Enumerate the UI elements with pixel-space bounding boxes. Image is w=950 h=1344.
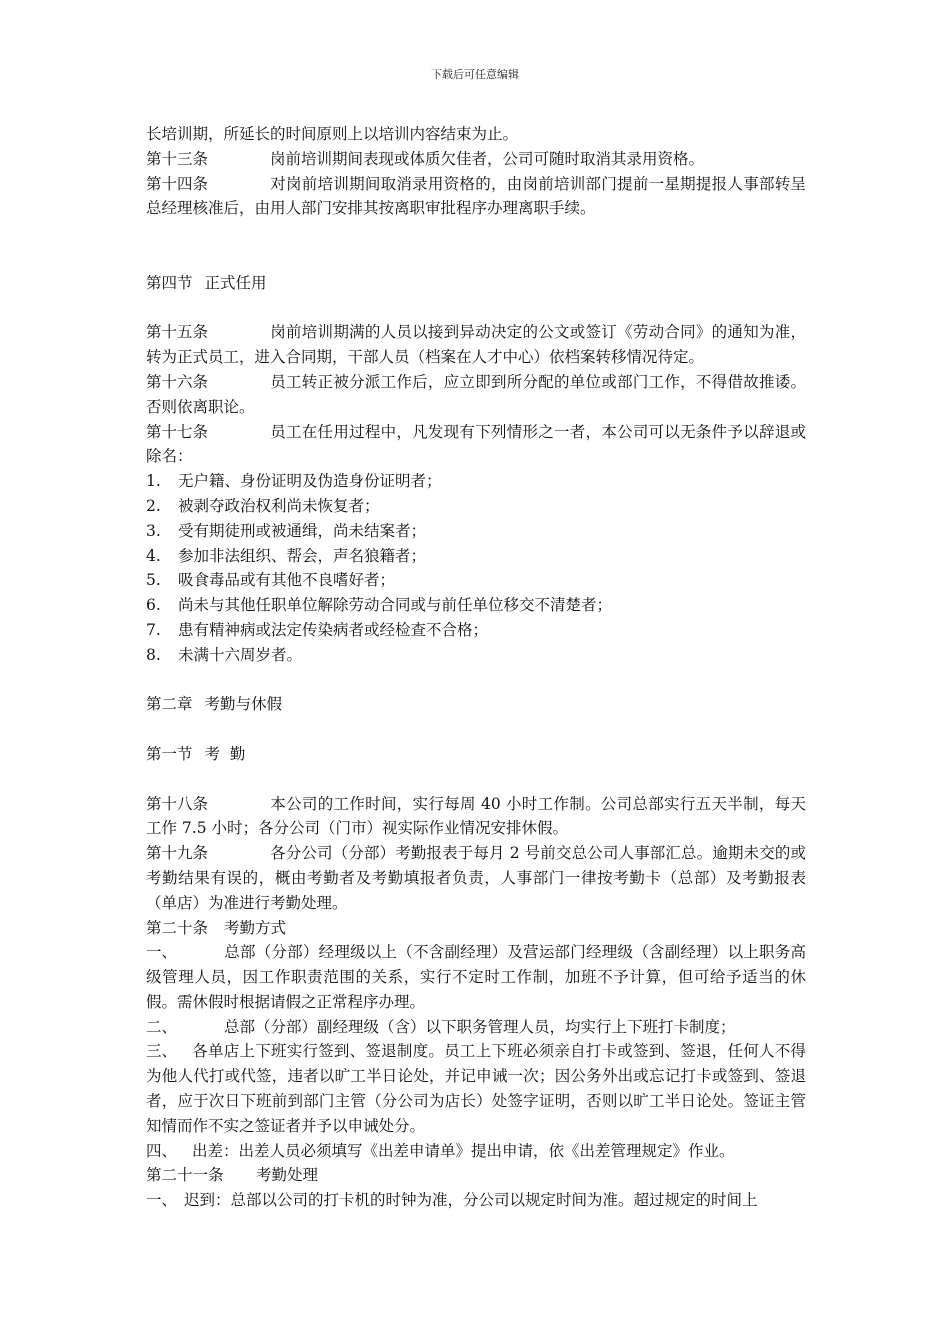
clause-text: 迟到：总部以公司的打卡机的时钟为准，分公司以规定时间为准。超过规定的时间上 bbox=[184, 1191, 758, 1210]
list-text: 无户籍、身份证明及伪造身份证明者； bbox=[178, 472, 442, 491]
article-19 bbox=[146, 841, 806, 915]
list-item bbox=[146, 593, 806, 618]
article-13 bbox=[146, 147, 806, 172]
list-text: 未满十六周岁者。 bbox=[178, 645, 303, 664]
clause-number: 二、 bbox=[146, 1017, 178, 1036]
list-number: 6. bbox=[146, 596, 161, 615]
list-item bbox=[146, 568, 806, 593]
article-number: 第二十一条 bbox=[146, 1166, 224, 1185]
clause-number: 一、 bbox=[146, 943, 178, 962]
list-number: 1. bbox=[146, 472, 161, 491]
section-4-heading bbox=[146, 271, 806, 296]
list-text: 吸食毒品或有其他不良嗜好者； bbox=[178, 571, 396, 590]
article-18 bbox=[146, 792, 806, 842]
article-20-heading bbox=[146, 916, 806, 941]
article-text: 本公司的工作时间，实行每周 40 小时工作制。公司总部实行五天半制，每天工作 7.5 小时；各分公司（门市）视实际作业情况安排休假。 bbox=[146, 794, 806, 838]
article-text: 对岗前培训期间取消录用资格的，由岗前培训部门提前一星期提报人事部转呈总经理核准后，由用人部门安排其按离职审批程序办理离职手续。 bbox=[146, 174, 806, 218]
list-number: 2. bbox=[146, 496, 161, 515]
list-number: 4. bbox=[146, 546, 161, 565]
article-number: 第十九条 bbox=[146, 844, 209, 863]
list-item bbox=[146, 544, 806, 569]
article-text: 岗前培训期满的人员以接到异动决定的公文或签订《劳动合同》的通知为准，转为正式员工，进入合同期，干部人员（档案在人才中心）依档案转移情况待定。 bbox=[146, 323, 806, 367]
list-item bbox=[146, 469, 806, 494]
clause-2 bbox=[146, 1015, 806, 1040]
list-item bbox=[146, 618, 806, 643]
clause-text: 各单店上下班实行签到、签退制度。员工上下班必须亲自打卡或签到、签退，任何人不得为他人代打或代签，违者以旷工半日论处，并记申诫一次；因公务外出或忘记打卡或签到、签退者，应于次日下班前到部门主管（分公司为店长）处签字证明，否则以旷工半日论处。签证主管知情而作不实之签证者并予以申诫处分。 bbox=[146, 1042, 806, 1135]
chapter-2-heading bbox=[146, 692, 806, 717]
clause-4 bbox=[146, 1139, 806, 1164]
clause-number: 一、 bbox=[146, 1191, 178, 1210]
section-number: 第四节 bbox=[146, 273, 193, 292]
clause-text: 总部（分部）经理级以上（不含副经理）及营运部门经理级（含副经理）以上职务高级管理人员，因工作职责范围的关系，实行不定时工作制，加班不予计算，但可给予适当的休假。需休假时根据请假之正常程序办理。 bbox=[146, 943, 806, 1011]
list-number: 7. bbox=[146, 620, 161, 639]
article-14 bbox=[146, 172, 806, 222]
article-number: 第十七条 bbox=[146, 422, 209, 441]
article-text: 岗前培训期间表现或体质欠佳者，公司可随时取消其录用资格。 bbox=[270, 149, 705, 168]
section-title: 考 勤 bbox=[204, 744, 246, 763]
article-15 bbox=[146, 320, 806, 370]
article-number: 第十五条 bbox=[146, 323, 209, 342]
clause-3 bbox=[146, 1039, 806, 1138]
list-text: 尚未与其他任职单位解除劳动合同或与前任单位移交不清楚者； bbox=[178, 596, 613, 615]
list-number: 8. bbox=[146, 645, 161, 664]
paragraph: 长培训期，所延长的时间原则上以培训内容结束为止。 bbox=[146, 125, 519, 143]
list-text: 被剥夺政治权利尚未恢复者； bbox=[178, 496, 380, 515]
page-header: 下载后可任意编辑 bbox=[431, 68, 519, 81]
article-text: 各分公司（分部）考勤报表于每月 2 号前交总公司人事部汇总。逾期未交的或考勤结果有误的，概由考勤者及考勤填报者负责，人事部门一律按考勤卡（总部）及考勤报表（单店）为准进行考勤处理。 bbox=[146, 844, 806, 912]
list-item bbox=[146, 494, 806, 519]
clause-text: 总部（分部）副经理级（含）以下职务管理人员，均实行上下班打卡制度； bbox=[224, 1017, 736, 1036]
section-number: 第一节 bbox=[146, 744, 193, 763]
article-17 bbox=[146, 420, 806, 470]
article-21-heading bbox=[146, 1163, 806, 1188]
list-text: 受有期徒刑或被通缉，尚未结案者； bbox=[178, 521, 427, 540]
list-item bbox=[146, 643, 806, 668]
section-1-heading bbox=[146, 742, 806, 767]
list-number: 3. bbox=[146, 521, 161, 540]
clause-text: 出差：出差人员必须填写《出差申请单》提出申请，依《出差管理规定》作业。 bbox=[192, 1141, 735, 1160]
list-item bbox=[146, 519, 806, 544]
article-text: 员工转正被分派工作后，应立即到所分配的单位或部门工作，不得借故推诿。否则依离职论。 bbox=[146, 372, 806, 416]
clause-5 bbox=[146, 1188, 806, 1213]
article-number: 第十六条 bbox=[146, 372, 209, 391]
article-number: 第十八条 bbox=[146, 794, 209, 813]
clause-number: 三、 bbox=[146, 1042, 178, 1061]
chapter-number: 第二章 bbox=[146, 695, 193, 714]
clause-1 bbox=[146, 940, 806, 1014]
chapter-title: 考勤与休假 bbox=[204, 695, 283, 714]
article-text: 员工在任用过程中，凡发现有下列情形之一者，本公司可以无条件予以辞退或除名： bbox=[146, 422, 806, 466]
article-title: 考勤方式 bbox=[224, 918, 287, 937]
list-text: 患有精神病或法定传染病者或经检查不合格； bbox=[178, 620, 489, 639]
list-number: 5. bbox=[146, 571, 161, 590]
section-title: 正式任用 bbox=[204, 273, 267, 292]
article-number: 第十三条 bbox=[146, 149, 209, 168]
article-number: 第二十条 bbox=[146, 918, 209, 937]
list-text: 参加非法组织、帮会，声名狼籍者； bbox=[178, 546, 427, 565]
article-number: 第十四条 bbox=[146, 174, 209, 193]
document-body bbox=[146, 122, 806, 1213]
article-16 bbox=[146, 370, 806, 420]
clause-number: 四、 bbox=[146, 1141, 178, 1160]
article-title: 考勤处理 bbox=[256, 1166, 319, 1185]
